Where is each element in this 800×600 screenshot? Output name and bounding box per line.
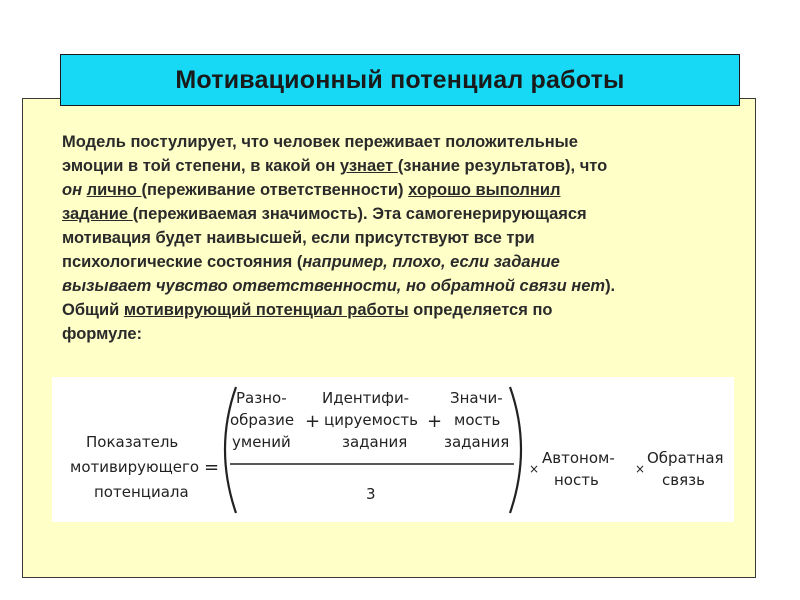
term-identity-line-3: задания: [342, 433, 408, 451]
paragraph-segment: Модель постулирует, что человек переживает положительные: [62, 133, 578, 151]
formula-denominator: 3: [366, 485, 376, 503]
paragraph-segment: (переживание ответственности): [141, 181, 409, 199]
paragraph-line: [62, 130, 742, 154]
term-variety-line-3: умений: [232, 433, 291, 451]
formula-equals: =: [204, 457, 220, 478]
formula-lhs-line-2: мотивирующего: [70, 458, 200, 476]
body-paragraph: [62, 130, 742, 346]
paragraph-line: [62, 274, 742, 298]
paragraph-segment: лично: [86, 181, 142, 199]
paragraph-line: [62, 298, 742, 322]
paragraph-segment: например, плохо, если задание: [302, 253, 560, 271]
paragraph-segment: задание: [62, 205, 133, 223]
plus-sign-1: +: [305, 411, 321, 432]
term-feedback-line-1: Обратная: [647, 449, 724, 467]
paragraph-segment: психологические состояния (: [62, 253, 303, 271]
term-identity-line-1: Идентифи-: [322, 389, 410, 407]
right-parenthesis: [510, 387, 521, 513]
term-variety-line-2: образие: [230, 411, 295, 429]
term-significance-line-2: мость: [454, 411, 501, 429]
term-autonomy-line-2: ность: [554, 471, 599, 489]
paragraph-line: [62, 226, 742, 250]
paragraph-segment: мотивация будет наивысшей, если присутствуют все три: [62, 229, 535, 247]
formula-image: [52, 377, 734, 522]
slide-title: Мотивационный потенциал работы: [60, 54, 740, 106]
formula-lhs-line-1: Показатель: [86, 433, 179, 451]
paragraph-segment: формуле:: [62, 325, 143, 343]
formula-graphic: [52, 377, 734, 522]
term-significance-line-3: задания: [444, 433, 510, 451]
paragraph-line: [62, 322, 742, 346]
plus-sign-2: +: [427, 411, 443, 432]
times-sign-1: ×: [529, 462, 540, 476]
paragraph-segment: он: [62, 181, 83, 199]
times-sign-2: ×: [635, 462, 646, 476]
paragraph-segment: (знание результатов), что: [397, 157, 608, 175]
paragraph-line: [62, 202, 742, 226]
paragraph-line: [62, 154, 742, 178]
paragraph-segment: Общий: [62, 301, 124, 319]
paragraph-line: [62, 178, 742, 202]
paragraph-line: [62, 250, 742, 274]
paragraph-segment: мотивирующий потенциал работы: [123, 301, 409, 319]
paragraph-segment: хорошо выполнил: [408, 181, 561, 199]
paragraph-segment: узнает: [339, 157, 398, 175]
term-variety-line-1: Разно-: [236, 389, 287, 407]
term-significance-line-1: Значи-: [450, 389, 503, 407]
paragraph-segment: вызывает чувство ответственности, но обратной связи нет: [62, 277, 606, 295]
paragraph-segment: (переживаемая значимость). Эта самогенерирующаяся: [132, 205, 587, 223]
paragraph-segment: ).: [605, 277, 616, 295]
paragraph-segment: эмоции в той степени, в какой он: [62, 157, 340, 175]
term-identity-line-2: цируемость: [324, 411, 418, 429]
term-feedback-line-2: связь: [662, 471, 705, 489]
paragraph-segment: определяется по: [408, 301, 553, 319]
term-autonomy-line-1: Автоном-: [542, 449, 615, 467]
formula-lhs-line-3: потенциала: [94, 483, 189, 501]
